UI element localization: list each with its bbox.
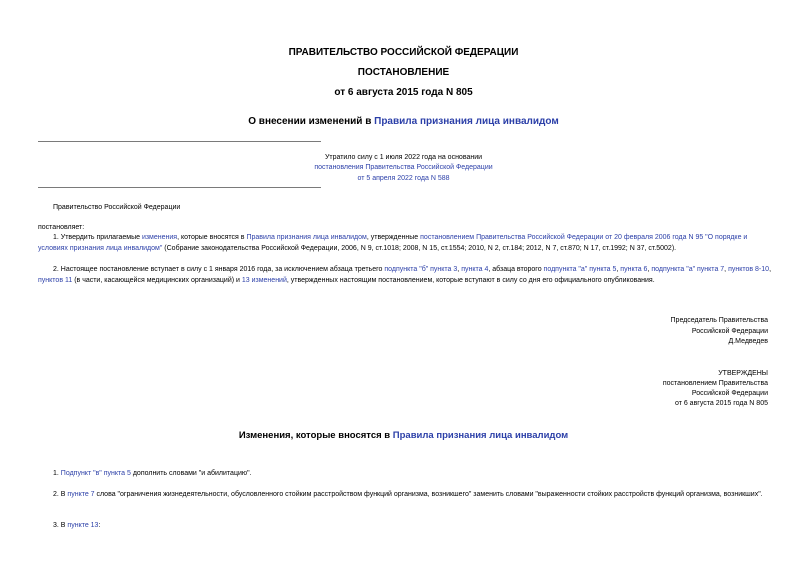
changes-link[interactable]: изменения <box>141 234 178 241</box>
document-title <box>0 116 807 127</box>
paragraph-text: , <box>647 266 652 273</box>
note-line: Утратило силу с 1 июля 2022 года на основании <box>324 154 483 161</box>
rules-link[interactable]: Правила признания лица инвалидом <box>392 430 569 441</box>
approved-country: Российской Федерации <box>691 390 768 397</box>
approved-date: от 6 августа 2015 года N 805 <box>674 400 768 407</box>
paragraph-text: , утвержденных настоящим постановлением, которые вступают в силу со дня его официального опубликования. <box>286 276 655 284</box>
paragraph-text: 3. В <box>53 522 68 529</box>
approved-by: постановлением Правительства <box>662 380 768 387</box>
paragraph-text: 2. Настоящее постановление вступает в силу с 1 января 2016 года, за исключением абзаца третьего <box>53 266 385 273</box>
decree-95-link[interactable]: постановлением Правительства Российской Федерации от 20 февраля 2006 года N 95 "О порядке и условиях признания лица инвалидом" <box>38 234 748 252</box>
paragraph-text: , абзаца второго <box>488 266 544 273</box>
paragraph-text: слова "ограничения жизнедеятельности, обусловленного стойким расстройством функций организма, возникшего" заменить словами "выраженности стойких расстройств функций организма, возникших". <box>94 491 763 498</box>
document-date-number: от 6 августа 2015 года N 805 <box>334 87 473 98</box>
note-link-container <box>0 163 807 173</box>
item-5-link[interactable]: пункта 5 <box>103 470 131 477</box>
paragraph-text: 2. В <box>53 491 68 498</box>
signature-country: Российской Федерации <box>691 328 768 335</box>
change-2 <box>38 490 772 501</box>
paragraph-1 <box>38 233 772 254</box>
paragraph-text: дополнить словами "и абилитацию". <box>130 470 252 477</box>
document-type: ПОСТАНОВЛЕНИЕ <box>357 67 450 78</box>
change-1 <box>53 469 772 480</box>
rules-link[interactable]: Правила признания лица инвалидом <box>246 234 367 241</box>
repeal-decree-date-link[interactable]: от 5 апреля 2022 года N 588 <box>357 175 450 182</box>
note-link-container-2 <box>0 174 807 184</box>
subitem-a-item-7-link[interactable]: подпункта "а" пункта 7 <box>651 266 725 273</box>
items-8-10-link[interactable]: пунктов 8-10 <box>728 266 770 273</box>
paragraph-text: , <box>769 266 772 273</box>
paragraph-text: (в части, касающейся медицинских организаций) и <box>72 276 242 284</box>
item-7-link[interactable]: пункте 7 <box>67 491 95 498</box>
paragraph-text: : <box>98 522 101 529</box>
paragraph-text: , <box>616 266 621 273</box>
document-title-text: О внесении изменений в <box>248 116 375 127</box>
note-bottom-divider <box>38 187 321 188</box>
items-11-link[interactable]: пунктов 11 <box>38 276 73 284</box>
paragraph-text: , <box>724 266 729 273</box>
signature-title: Председатель Правительства <box>670 317 768 324</box>
approved-label: УТВЕРЖДЕНЫ <box>718 370 768 377</box>
subitem-b-item-3-link[interactable]: подпункта "б" пункта 3 <box>384 266 458 273</box>
government-heading: ПРАВИТЕЛЬСТВО РОССИЙСКОЙ ФЕДЕРАЦИИ <box>288 47 519 58</box>
paragraph-text: , которые вносятся в <box>177 234 247 241</box>
repeal-decree-link[interactable]: постановления Правительства Российской Федерации <box>314 164 493 171</box>
subitem-v-link[interactable]: Подпункт "в" <box>60 470 102 477</box>
note-top-divider <box>38 141 321 142</box>
changes-title-text: Изменения, которые вносятся в <box>238 430 393 441</box>
intro-text: Правительство Российской Федерации <box>53 204 181 211</box>
decides-text: постановляет: <box>38 224 85 231</box>
item-6-link[interactable]: пункта 6 <box>620 266 648 273</box>
item-4-link[interactable]: пункта 4 <box>461 266 489 273</box>
changes-13-link[interactable]: 13 изменений <box>241 276 287 284</box>
paragraph-text: 1. Утвердить прилагаемые <box>53 234 142 241</box>
signature-name: Д.Медведев <box>728 338 768 345</box>
subitem-a-item-5-link[interactable]: подпункта "а" пункта 5 <box>543 266 617 273</box>
rules-link[interactable]: Правила признания лица инвалидом <box>374 116 559 127</box>
change-3 <box>53 521 772 532</box>
change-number: 1. <box>53 470 61 477</box>
paragraph-text: , <box>457 266 462 273</box>
paragraph-text: , утвержденные <box>366 234 421 241</box>
paragraph-text: (Собрание законодательства Российской Федерации, 2006, N 9, ст.1018; 2008, N 15, ст.1554; 2010, N 2, ст.184; 2012, N 7, ст.870; N 17, ст.1992; N 37, ст.5002). <box>162 244 677 252</box>
paragraph-2 <box>38 265 772 286</box>
item-13-link[interactable]: пункте 13 <box>67 522 99 529</box>
changes-title <box>0 430 807 441</box>
